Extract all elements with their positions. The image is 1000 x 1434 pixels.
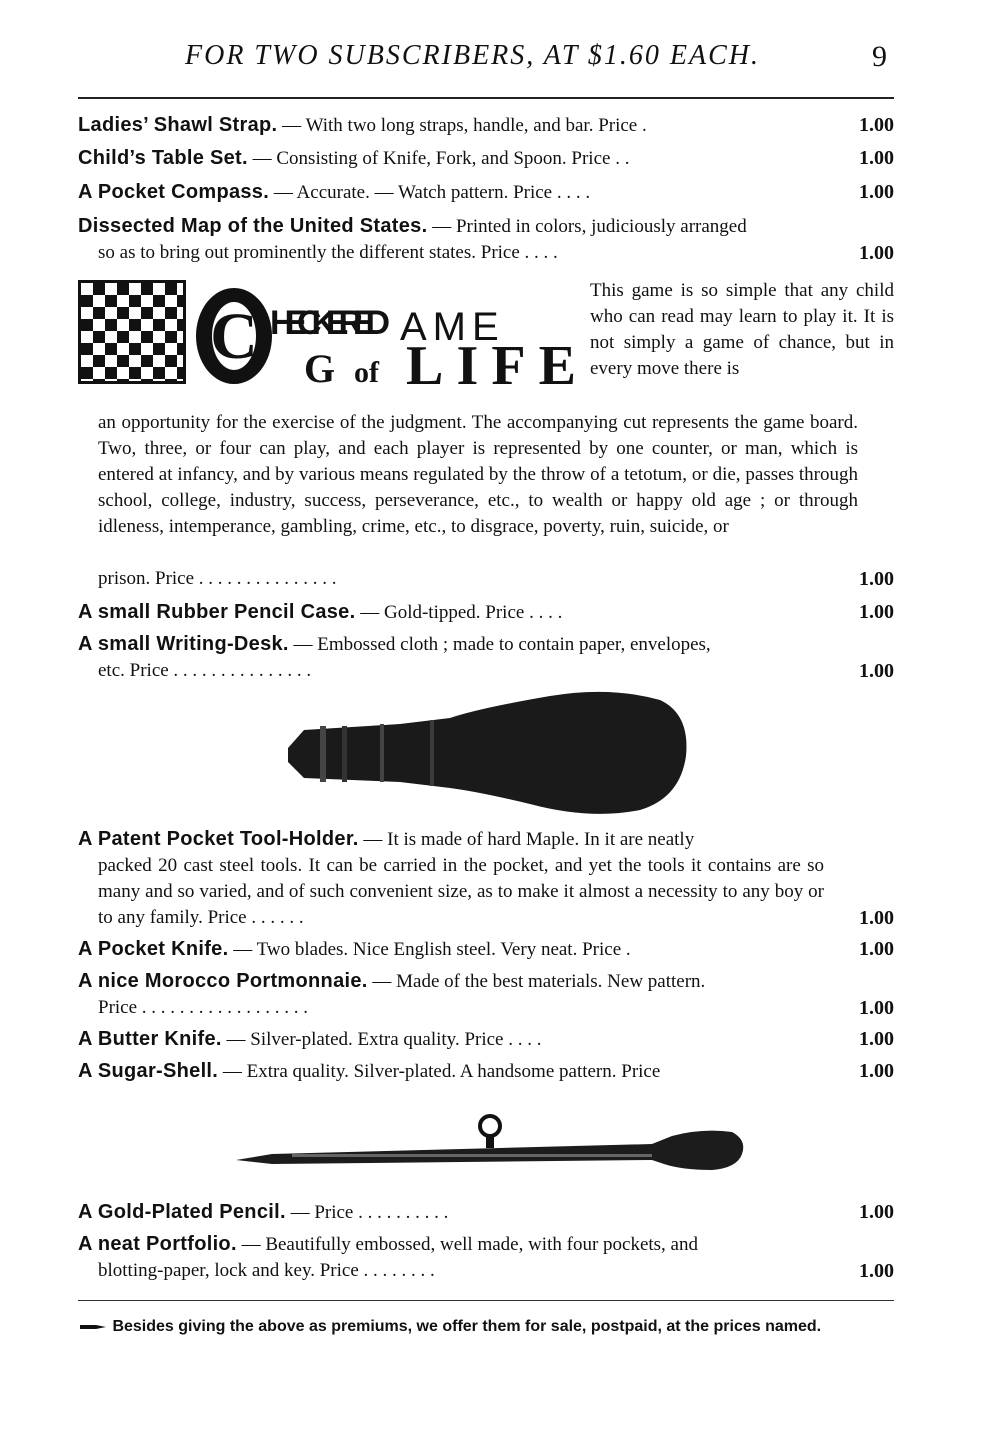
page-number: 9 [872, 40, 887, 73]
entry-name: Ladies’ Shawl Strap. [78, 114, 278, 136]
entry-name: A Butter Knife. [78, 1028, 222, 1050]
entry-desc: — Beautifully embossed, well made, with four pockets, and [236, 1234, 698, 1255]
entry-pocket-compass [78, 179, 894, 206]
game-body-text: an opportunity for the exercise of the judgment. The accompanying cut represents the game board. Two, three, or four can play, and each player is represented by one counter, or man, which is entered at infancy, and by various means regulated by the throw of a tetotum, or die, passes through school, college, industry, success, perseverance, etc., to wealth or happy old age ; or through idleness, intemperance, gambling, crime, etc., to disgrace, poverty, ruin, suicide, or [98, 412, 858, 537]
entry-tool-holder [78, 826, 894, 931]
entry-name: A Patent Pocket Tool-Holder. [78, 828, 359, 850]
entry-name: Child’s Table Set. [78, 147, 248, 169]
entry-price: 1.00 [859, 1060, 894, 1082]
checkered-game-section [78, 278, 894, 598]
entry-price: 1.00 [859, 660, 894, 682]
gold-pencil-illustration [232, 1110, 747, 1180]
game-side-text: This game is so simple that any child who can read may learn to play it. It is not simply a game of chance, but in every move there is [590, 280, 894, 379]
entry-desc: — Two blades. Nice English steel. Very neat. Price . [228, 939, 631, 960]
entry-name: Dissected Map of the United States. [78, 215, 428, 237]
entry-continuation: blotting-paper, lock and key. Price . . . . . . . . [98, 1260, 435, 1281]
header-title: FOR TWO SUBSCRIBERS, AT $1.60 EACH. [185, 40, 761, 71]
entry-desc: — With two long straps, handle, and bar. Price . [277, 115, 647, 136]
logo-initial: C [210, 300, 258, 373]
entry-name: A small Writing-Desk. [78, 633, 289, 655]
entry-desc: — Made of the best materials. New pattern. [367, 971, 706, 992]
entry-table-set [78, 145, 894, 172]
entry-name: A Pocket Knife. [78, 938, 229, 960]
entry-writing-desk [78, 631, 894, 684]
entry-portmonnaie [78, 968, 894, 1021]
entry-continuation: so as to bring out prominently the different states. Price . . . . [98, 242, 558, 263]
entry-desc: — Price . . . . . . . . . . [285, 1202, 449, 1223]
entry-price: 1.00 [859, 601, 894, 623]
checkerboard-illustration [78, 280, 186, 384]
entry-continuation: Price . . . . . . . . . . . . . . . . . . [98, 997, 309, 1018]
page-header [0, 38, 1000, 78]
entry-price: 1.00 [859, 242, 894, 264]
logo-life: LIFE [406, 335, 576, 388]
game-of-life-logo [194, 278, 654, 388]
entry-desc: — Silver-plated. Extra quality. Price . . . . [221, 1029, 542, 1050]
footnote [78, 1316, 894, 1338]
entry-desc: — Accurate. — Watch pattern. Price . . . . [269, 182, 591, 203]
entry-continuation: packed 20 cast steel tools. It can be carried in the pocket, and yet the tools it contains are so many and so varied, and of such convenient size, as to make it almost a necessity to any boy or to any family. Price . . . . . . [98, 855, 824, 928]
entry-desc: — Extra quality. Silver-plated. A handsome pattern. Price [218, 1061, 661, 1082]
entry-gold-pencil [78, 1199, 894, 1226]
entry-desc: — Consisting of Knife, Fork, and Spoon. Price . . [247, 148, 630, 169]
entry-desc: — Embossed cloth ; made to contain paper, envelopes, [288, 634, 711, 655]
logo-game: AME [400, 305, 505, 349]
entry-sugar-shell [78, 1058, 894, 1085]
entry-rubber-pencil-case [78, 599, 894, 626]
entry-continuation: etc. Price . . . . . . . . . . . . . . . [98, 660, 312, 681]
game-price: 1.00 [859, 568, 894, 590]
entry-price: 1.00 [859, 907, 894, 929]
game-price-line [98, 566, 894, 592]
entry-pocket-knife [78, 936, 894, 963]
entry-shawl-strap [78, 112, 894, 139]
top-rule [78, 97, 894, 99]
logo-g: G [304, 346, 336, 388]
entry-name: A Sugar-Shell. [78, 1060, 219, 1082]
logo-heckered: HECKERED [270, 304, 390, 342]
entry-name: A neat Portfolio. [78, 1233, 237, 1255]
entry-desc: — Gold-tipped. Price . . . . [355, 602, 563, 623]
entry-desc: — Printed in colors, judiciously arranged [427, 216, 747, 237]
entry-name: A nice Morocco Portmonnaie. [78, 970, 368, 992]
game-price-lead: prison. Price . . . . . . . . . . . . . . . [98, 568, 337, 589]
entry-price: 1.00 [859, 938, 894, 960]
bottom-rule [78, 1300, 894, 1301]
entry-price: 1.00 [859, 114, 894, 136]
entry-dissected-map [78, 213, 894, 266]
entry-desc: — It is made of hard Maple. In it are neatly [358, 829, 695, 850]
entry-portfolio [78, 1231, 894, 1284]
entry-price: 1.00 [859, 181, 894, 203]
entry-price: 1.00 [859, 1028, 894, 1050]
entry-price: 1.00 [859, 1260, 894, 1282]
entry-name: A small Rubber Pencil Case. [78, 601, 356, 623]
entry-price: 1.00 [859, 1201, 894, 1223]
footnote-text: Besides giving the above as premiums, we offer them for sale, postpaid, at the prices named. [112, 1318, 822, 1335]
logo-of: of [354, 356, 379, 388]
entry-price: 1.00 [859, 147, 894, 169]
entry-price: 1.00 [859, 997, 894, 1019]
entry-name: A Pocket Compass. [78, 181, 270, 203]
tool-holder-illustration [280, 690, 690, 820]
entry-butter-knife [78, 1026, 894, 1053]
entry-name: A Gold-Plated Pencil. [78, 1201, 286, 1223]
pointing-hand-icon [78, 1321, 108, 1333]
